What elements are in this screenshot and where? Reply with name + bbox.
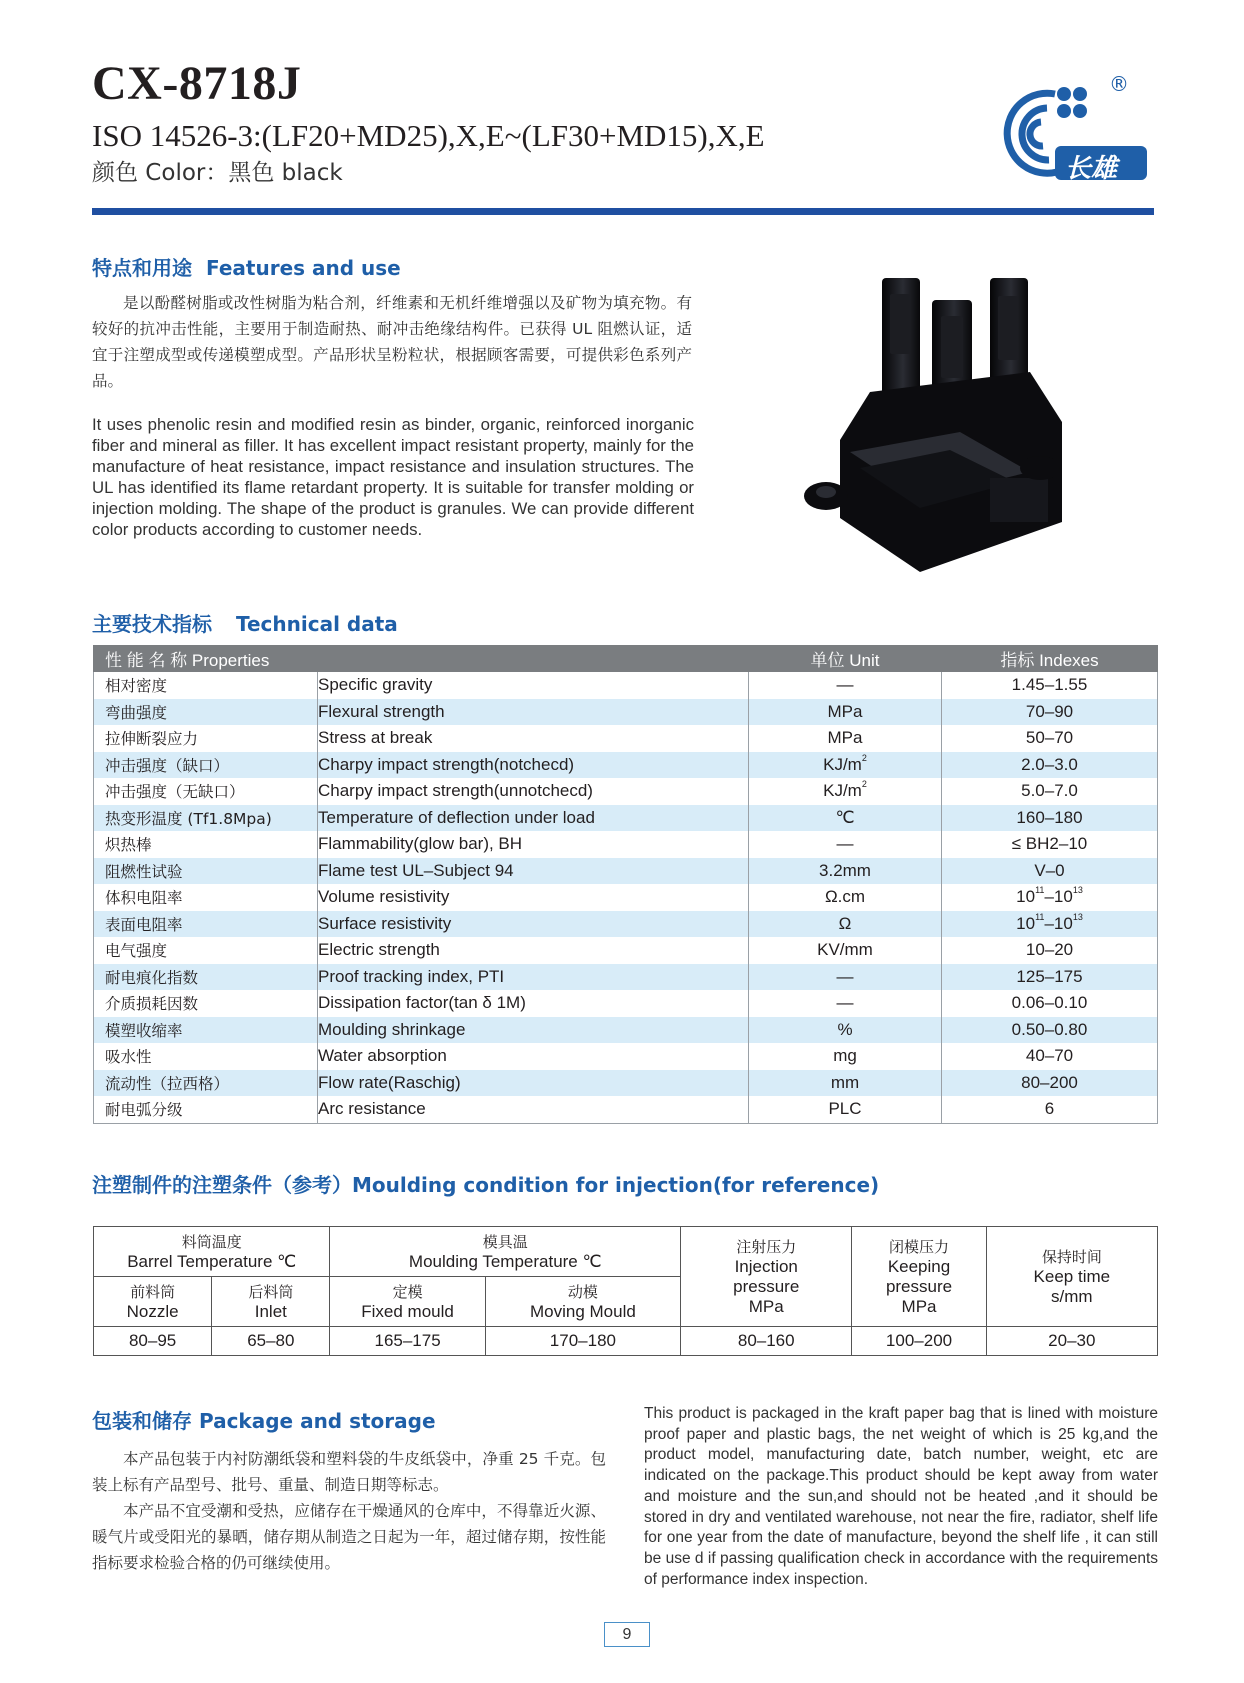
unit-cell: MPa xyxy=(749,725,942,752)
unit-cell: % xyxy=(749,1017,942,1044)
unit-cell: KV/mm xyxy=(749,937,942,964)
inlet-header: 后料筒 Inlet xyxy=(212,1277,330,1327)
company-logo xyxy=(985,72,1165,188)
unit-cell: — xyxy=(749,831,942,858)
property-name-en: Proof tracking index, PTI xyxy=(318,964,749,991)
property-name-zh: 耐电弧分级 xyxy=(94,1096,318,1123)
index-value xyxy=(942,884,1158,911)
table-row xyxy=(94,672,1158,699)
color-line: 颜色 Color：黑色 black xyxy=(92,160,343,186)
index-value: 50–70 xyxy=(942,725,1158,752)
property-name-en: Water absorption xyxy=(318,1043,749,1070)
features-title-zh: 特点和用途 xyxy=(92,256,192,280)
moulding-heading: 注塑制件的注塑条件（参考）Moulding condition for injection(for reference) xyxy=(92,1173,880,1197)
table-row xyxy=(94,1096,1158,1123)
unit-cell: 3.2mm xyxy=(749,858,942,885)
fixed-mould-header: 定模 Fixed mould xyxy=(330,1277,485,1327)
table-row xyxy=(94,1017,1158,1044)
index-value: 1.45–1.55 xyxy=(942,672,1158,699)
mould-values-row xyxy=(94,1327,1158,1356)
table-row xyxy=(94,964,1158,991)
keep-time-header: 保持时间 Keep time s/mm xyxy=(986,1227,1157,1327)
table-row xyxy=(94,699,1158,726)
features-title-en: Features and use xyxy=(206,256,401,280)
index-value: 0.06–0.10 xyxy=(942,990,1158,1017)
table-header-row xyxy=(94,646,1158,672)
iso-designation: ISO 14526-3:(LF20+MD25),X,E~(LF30+MD15),X,E xyxy=(92,118,765,153)
index-value: V–0 xyxy=(942,858,1158,885)
property-name-en: Electric strength xyxy=(318,937,749,964)
table-row xyxy=(94,1070,1158,1097)
index-value: 6 xyxy=(942,1096,1158,1123)
property-name-zh: 热变形温度 (Tf1.8Mpa) xyxy=(94,805,318,832)
unit-cell: mm xyxy=(749,1070,942,1097)
unit-cell: — xyxy=(749,672,942,699)
value-exponent: 13 xyxy=(1072,885,1083,896)
table-row xyxy=(94,725,1158,752)
fixed-mould-value: 165–175 xyxy=(330,1327,485,1356)
logo-text: 长雄 xyxy=(1065,154,1118,184)
unit-superscript: 2 xyxy=(861,752,867,763)
value-exponent: 11 xyxy=(1035,885,1045,896)
technical-heading xyxy=(92,608,398,637)
product-photo xyxy=(800,272,1090,590)
property-name-zh: 冲击强度（缺口） xyxy=(94,752,318,779)
index-value: ≤ BH2–10 xyxy=(942,831,1158,858)
property-name-zh: 冲击强度（无缺口） xyxy=(94,778,318,805)
unit-cell: ℃ xyxy=(749,805,942,832)
property-name-zh: 体积电阻率 xyxy=(94,884,318,911)
property-name-zh: 炽热棒 xyxy=(94,831,318,858)
value-base: 10 xyxy=(1016,913,1036,933)
table-row xyxy=(94,990,1158,1017)
table-row xyxy=(94,858,1158,885)
technical-title-en: Technical data xyxy=(236,612,398,636)
unit-cell: Ω xyxy=(749,911,942,938)
property-name-en: Flammability(glow bar), BH xyxy=(318,831,749,858)
value-exponent: 13 xyxy=(1072,911,1083,922)
header-unit: 单位 Unit xyxy=(749,646,942,672)
property-name-en: Dissipation factor(tan δ 1M) xyxy=(318,990,749,1017)
index-value: 70–90 xyxy=(942,699,1158,726)
property-name-en: Specific gravity xyxy=(318,672,749,699)
package-heading: 包装和储存 Package and storage xyxy=(92,1409,436,1433)
table-row xyxy=(94,937,1158,964)
moving-mould-value: 170–180 xyxy=(485,1327,680,1356)
property-name-zh: 表面电阻率 xyxy=(94,911,318,938)
property-name-en: Temperature of deflection under load xyxy=(318,805,749,832)
header-rule xyxy=(92,208,1154,215)
keeping-pressure-header: 闭模压力 Keeping pressure MPa xyxy=(852,1227,986,1327)
property-name-en: Flexural strength xyxy=(318,699,749,726)
property-name-zh: 相对密度 xyxy=(94,672,318,699)
value-base: 10 xyxy=(1016,887,1036,907)
index-value: 125–175 xyxy=(942,964,1158,991)
index-value xyxy=(942,911,1158,938)
unit-cell: — xyxy=(749,964,942,991)
property-name-zh: 耐电痕化指数 xyxy=(94,964,318,991)
index-value: 40–70 xyxy=(942,1043,1158,1070)
property-name-zh: 阻燃性试验 xyxy=(94,858,318,885)
table-row xyxy=(94,752,1158,779)
unit-cell xyxy=(749,778,942,805)
index-value: 5.0–7.0 xyxy=(942,778,1158,805)
features-paragraph-zh: 是以酚醛树脂或改性树脂为粘合剂，纤维素和无机纤维增强以及矿物为填充物。有较好的抗冲击性能，主要用于制造耐热、耐冲击绝缘结构件。已获得 UL 阻燃认证，适宜于注塑成型或传递模塑成型。产品形状呈粉粒状，根据顾客需要，可提供彩色系列产品。 xyxy=(92,294,692,390)
table-row xyxy=(94,778,1158,805)
technical-title-zh: 主要技术指标 xyxy=(92,612,212,636)
index-value: 160–180 xyxy=(942,805,1158,832)
property-name-en: Stress at break xyxy=(318,725,749,752)
table-row xyxy=(94,911,1158,938)
unit-cell: — xyxy=(749,990,942,1017)
header-properties: 性 能 名 称 Properties xyxy=(94,646,749,672)
package-paragraph-zh-1: 本产品包装于内衬防潮纸袋和塑料袋的牛皮纸袋中，净重 25 千克。包装上标有产品型号、批号、重量、制造日期等标志。 xyxy=(92,1450,606,1494)
unit-text: KJ/m xyxy=(823,754,862,774)
keep-time-value: 20–30 xyxy=(986,1327,1157,1356)
mould-header-row xyxy=(94,1227,1158,1277)
mould-temperature-header: 模具温 Moulding Temperature ℃ xyxy=(330,1227,681,1277)
unit-cell: PLC xyxy=(749,1096,942,1123)
inlet-value: 65–80 xyxy=(212,1327,330,1356)
property-name-zh: 电气强度 xyxy=(94,937,318,964)
injection-pressure-header: 注射压力 Injection pressure MPa xyxy=(681,1227,852,1327)
barrel-temperature-header: 料筒温度 Barrel Temperature ℃ xyxy=(94,1227,330,1277)
value-base: –10 xyxy=(1044,887,1073,907)
table-row xyxy=(94,805,1158,832)
nozzle-value: 80–95 xyxy=(94,1327,212,1356)
registered-mark: ® xyxy=(1109,72,1129,96)
property-name-en: Volume resistivity xyxy=(318,884,749,911)
property-name-zh: 模塑收缩率 xyxy=(94,1017,318,1044)
table-row xyxy=(94,831,1158,858)
property-name-en: Flow rate(Raschig) xyxy=(318,1070,749,1097)
property-name-en: Moulding shrinkage xyxy=(318,1017,749,1044)
package-paragraph-zh-2: 本产品不宜受潮和受热，应储存在干燥通风的仓库中，不得靠近火源、暖气片或受阳光的暴晒，储存期从制造之日起为一年，超过储存期，按性能指标要求检验合格的仍可继续使用。 xyxy=(92,1502,606,1572)
moulding-conditions-table xyxy=(93,1226,1158,1356)
table-row xyxy=(94,884,1158,911)
page-number: 9 xyxy=(604,1622,650,1647)
index-value: 0.50–0.80 xyxy=(942,1017,1158,1044)
property-name-zh: 拉伸断裂应力 xyxy=(94,725,318,752)
product-model: CX-8718J xyxy=(92,57,302,110)
moving-mould-header: 动模 Moving Mould xyxy=(485,1277,680,1327)
unit-text: KJ/m xyxy=(823,781,862,801)
property-name-en: Charpy impact strength(notchecd) xyxy=(318,752,749,779)
unit-cell xyxy=(749,752,942,779)
unit-cell: MPa xyxy=(749,699,942,726)
nozzle-header: 前料筒 Nozzle xyxy=(94,1277,212,1327)
index-value: 80–200 xyxy=(942,1070,1158,1097)
index-value: 2.0–3.0 xyxy=(942,752,1158,779)
property-name-zh: 弯曲强度 xyxy=(94,699,318,726)
features-heading xyxy=(92,252,401,281)
value-base: –10 xyxy=(1044,913,1073,933)
connector-part-illustration xyxy=(800,272,1090,590)
injection-pressure-value: 80–160 xyxy=(681,1327,852,1356)
property-name-en: Arc resistance xyxy=(318,1096,749,1123)
unit-superscript: 2 xyxy=(861,779,867,790)
features-paragraph-en: It uses phenolic resin and modified resin as binder, organic, reinforced inorganic fiber and mineral as filler. It has excellent impact resistant property, mainly for the manufacture of heat resistance, impact resistance and insulation structures. The UL has identified its flame retardant property. It is suitable for transfer molding or injection molding. The shape of the product is granules. We can provide different color products according to customer needs. xyxy=(92,415,694,539)
package-paragraph-en: This product is packaged in the kraft paper bag that is lined with moisture proof paper and plastic bags, the net weight of which is 25 kg,and the product model, manufacturing date, batch number, weight, etc are indicated on the package.This product should be kept away from water and moisture and the sun,and should not be heated ,and it should be stored in dry and ventilated warehouse, not near the fire, radiator, shelf life for one year from the date of manufacture, beyond the shelf life , it can still be use d if passing qualification check in accordance with the requirements of performance index inspection. xyxy=(644,1405,1158,1588)
index-value: 10–20 xyxy=(942,937,1158,964)
property-name-zh: 介质损耗因数 xyxy=(94,990,318,1017)
unit-cell: Ω.cm xyxy=(749,884,942,911)
unit-cell: mg xyxy=(749,1043,942,1070)
value-exponent: 11 xyxy=(1035,911,1045,922)
property-name-zh: 吸水性 xyxy=(94,1043,318,1070)
property-name-en: Flame test UL–Subject 94 xyxy=(318,858,749,885)
table-row xyxy=(94,1043,1158,1070)
property-name-en: Charpy impact strength(unnotchecd) xyxy=(318,778,749,805)
header-indexes: 指标 Indexes xyxy=(942,646,1158,672)
property-name-en: Surface resistivity xyxy=(318,911,749,938)
property-name-zh: 流动性（拉西格） xyxy=(94,1070,318,1097)
keeping-pressure-value: 100–200 xyxy=(852,1327,986,1356)
technical-data-table xyxy=(93,645,1158,1124)
